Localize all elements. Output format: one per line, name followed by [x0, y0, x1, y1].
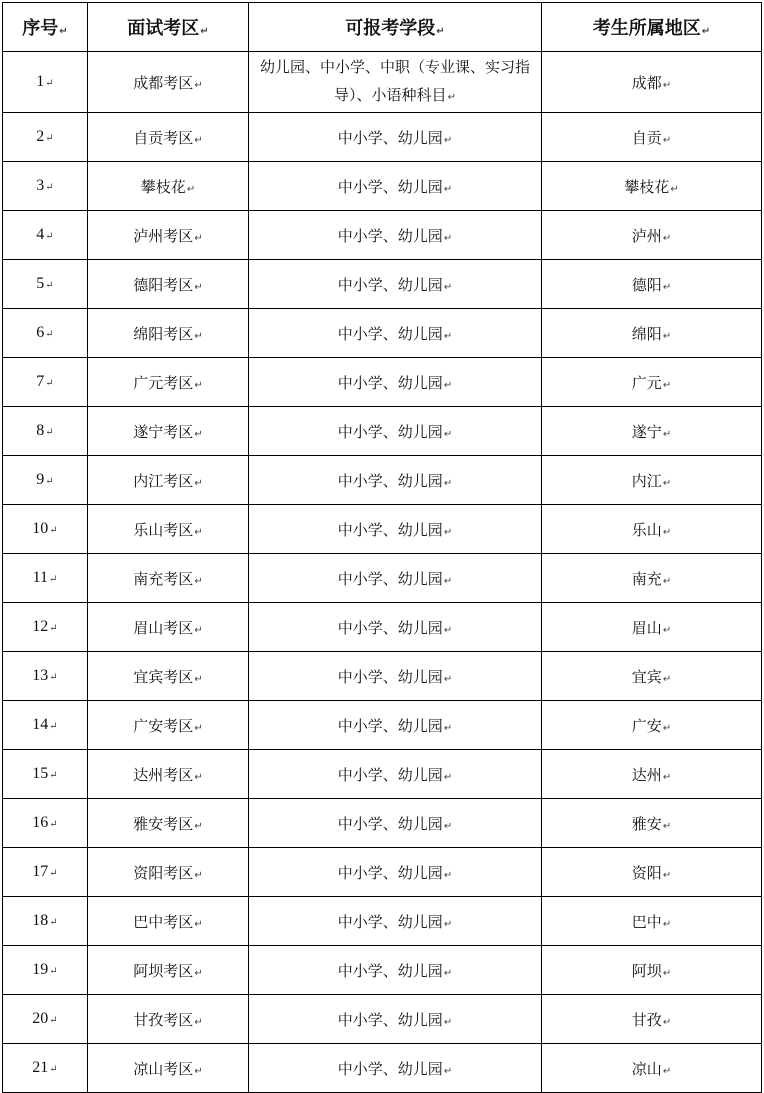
table-row: [3, 652, 762, 701]
cell-stage: 中小学、幼儿园↵: [249, 995, 542, 1044]
cell-region: 阿坝↵: [542, 946, 762, 995]
cell-stage-text: 中小学、幼儿园: [337, 1010, 443, 1029]
cell-no: 17↵: [3, 848, 88, 897]
cell-no: 2↵: [3, 113, 88, 162]
table-row: [3, 113, 762, 162]
cell-region: 达州↵: [542, 750, 762, 799]
cell-area: 凉山考区↵: [88, 1044, 249, 1093]
cell-stage-text: 中小学、幼儿园: [337, 618, 443, 637]
cell-area-text: 眉山考区: [133, 618, 194, 637]
cell-area-text: 泸州考区: [133, 226, 194, 245]
cell-no-text: 3: [36, 177, 45, 194]
cell-area: 泸州考区↵: [88, 211, 249, 260]
cell-no: 3↵: [3, 162, 88, 211]
cell-region-text: 成都: [631, 73, 662, 92]
cell-region: 雅安↵: [542, 799, 762, 848]
table-row: [3, 505, 762, 554]
cell-stage-text: 中小学、幼儿园: [337, 128, 443, 147]
cell-no: 20↵: [3, 995, 88, 1044]
cell-no: 12↵: [3, 603, 88, 652]
cell-area-text: 绵阳考区: [133, 324, 194, 343]
cell-region-text: 德阳: [631, 275, 662, 294]
cell-no-text: 13: [32, 667, 49, 684]
cell-stage-text: 中小学、幼儿园: [337, 471, 443, 490]
cell-region-text: 达州: [631, 765, 662, 784]
cell-area-text: 巴中考区: [133, 912, 194, 931]
cell-no: 14↵: [3, 701, 88, 750]
cell-area-text: 甘孜考区: [133, 1010, 194, 1029]
cell-stage: 中小学、幼儿园↵: [249, 456, 542, 505]
cell-area-text: 凉山考区: [133, 1059, 194, 1078]
cell-stage-text: 中小学、幼儿园: [337, 716, 443, 735]
cell-area: 阿坝考区↵: [88, 946, 249, 995]
header-area: 面试考区↵: [88, 3, 249, 52]
cell-no-text: 15: [32, 765, 49, 782]
cell-area: 达州考区↵: [88, 750, 249, 799]
cell-region-text: 南充: [631, 569, 662, 588]
cell-area: 雅安考区↵: [88, 799, 249, 848]
cell-area-text: 资阳考区: [133, 863, 194, 882]
table-row: [3, 799, 762, 848]
cell-stage-text: 中小学、幼儿园: [337, 422, 443, 441]
cell-area: 广安考区↵: [88, 701, 249, 750]
table-row: [3, 162, 762, 211]
cell-region: 德阳↵: [542, 260, 762, 309]
cell-region: 攀枝花↵: [542, 162, 762, 211]
cell-stage: 中小学、幼儿园↵: [249, 554, 542, 603]
cell-area: 巴中考区↵: [88, 897, 249, 946]
cell-area: 成都考区↵: [88, 52, 249, 113]
cell-region: 甘孜↵: [542, 995, 762, 1044]
table-row: [3, 897, 762, 946]
cell-no: 4↵: [3, 211, 88, 260]
cell-no-text: 9: [36, 471, 45, 488]
cell-region: 广安↵: [542, 701, 762, 750]
cell-no: 13↵: [3, 652, 88, 701]
cell-no: 19↵: [3, 946, 88, 995]
cell-area-text: 南充考区: [133, 569, 194, 588]
cell-stage-text: 中小学、幼儿园: [337, 863, 443, 882]
cell-no-text: 5: [36, 275, 45, 292]
cell-no-text: 12: [32, 618, 49, 635]
cell-stage-text: 中小学、幼儿园: [337, 275, 443, 294]
cell-stage-text: 中小学、幼儿园: [337, 520, 443, 539]
cell-stage-text: 中小学、幼儿园: [337, 765, 443, 784]
cell-region: 自贡↵: [542, 113, 762, 162]
cell-no: 8↵: [3, 407, 88, 456]
header-region: 考生所属地区↵: [542, 3, 762, 52]
cell-region: 泸州↵: [542, 211, 762, 260]
cell-stage-text: 幼儿园、中小学、中职（专业课、实习指导）、小语种科目: [259, 57, 530, 104]
cell-stage-text: 中小学、幼儿园: [337, 177, 443, 196]
cell-no: 10↵: [3, 505, 88, 554]
cell-region-text: 巴中: [631, 912, 662, 931]
cell-no: 9↵: [3, 456, 88, 505]
cell-area-text: 阿坝考区: [133, 961, 194, 980]
cell-stage-text: 中小学、幼儿园: [337, 814, 443, 833]
table-row: [3, 260, 762, 309]
cell-region-text: 雅安: [631, 814, 662, 833]
cell-stage: 中小学、幼儿园↵: [249, 260, 542, 309]
cell-stage: 中小学、幼儿园↵: [249, 603, 542, 652]
cell-no-text: 14: [32, 716, 49, 733]
table-row: [3, 456, 762, 505]
cell-no-text: 16: [32, 814, 49, 831]
cell-area-text: 德阳考区: [133, 275, 194, 294]
cell-area: 攀枝花↵: [88, 162, 249, 211]
table-row: [3, 848, 762, 897]
cell-no-text: 4: [36, 226, 45, 243]
cell-area-text: 广安考区: [133, 716, 194, 735]
cell-area: 绵阳考区↵: [88, 309, 249, 358]
cell-stage: 中小学、幼儿园↵: [249, 113, 542, 162]
cell-region-text: 眉山: [631, 618, 662, 637]
cell-area: 甘孜考区↵: [88, 995, 249, 1044]
cell-region: 内江↵: [542, 456, 762, 505]
cell-region: 眉山↵: [542, 603, 762, 652]
cell-region-text: 宜宾: [631, 667, 662, 686]
cell-region-text: 乐山: [631, 520, 662, 539]
cell-stage: 中小学、幼儿园↵: [249, 848, 542, 897]
cell-stage-text: 中小学、幼儿园: [337, 324, 443, 343]
cell-region: 乐山↵: [542, 505, 762, 554]
cell-no: 7↵: [3, 358, 88, 407]
cell-region: 广元↵: [542, 358, 762, 407]
cell-stage: 中小学、幼儿园↵: [249, 309, 542, 358]
cell-stage: 中小学、幼儿园↵: [249, 750, 542, 799]
cell-stage: 中小学、幼儿园↵: [249, 652, 542, 701]
cell-region-text: 攀枝花: [624, 177, 670, 196]
cell-area-text: 广元考区: [133, 373, 194, 392]
cell-area-text: 内江考区: [133, 471, 194, 490]
cell-no-text: 21: [32, 1059, 49, 1076]
table-row: [3, 407, 762, 456]
table-row: [3, 750, 762, 799]
table-row: [3, 554, 762, 603]
cell-region-text: 内江: [631, 471, 662, 490]
cell-stage: 中小学、幼儿园↵: [249, 701, 542, 750]
header-stage: 可报考学段↵: [249, 3, 542, 52]
cell-stage-text: 中小学、幼儿园: [337, 961, 443, 980]
cell-stage-text: 中小学、幼儿园: [337, 226, 443, 245]
cell-region-text: 绵阳: [631, 324, 662, 343]
cell-no-text: 6: [36, 324, 45, 341]
cell-area-text: 达州考区: [133, 765, 194, 784]
table-row: [3, 52, 762, 113]
cell-no-text: 10: [32, 520, 49, 537]
cell-stage: 中小学、幼儿园↵: [249, 211, 542, 260]
cell-no: 5↵: [3, 260, 88, 309]
cell-area: 广元考区↵: [88, 358, 249, 407]
cell-area: 南充考区↵: [88, 554, 249, 603]
exam-area-table: [2, 2, 762, 1093]
cell-area-text: 自贡考区: [133, 128, 194, 147]
cell-stage-text: 中小学、幼儿园: [337, 373, 443, 392]
header-row: [3, 3, 762, 52]
cell-no: 21↵: [3, 1044, 88, 1093]
cell-no-text: 1: [36, 73, 45, 90]
cell-no-text: 18: [32, 912, 49, 929]
cell-no: 15↵: [3, 750, 88, 799]
cell-stage: 中小学、幼儿园↵: [249, 505, 542, 554]
cell-region-text: 凉山: [631, 1059, 662, 1078]
cell-no: 11↵: [3, 554, 88, 603]
cell-stage: 中小学、幼儿园↵: [249, 1044, 542, 1093]
table-row: [3, 309, 762, 358]
table-row: [3, 1044, 762, 1093]
cell-stage: 中小学、幼儿园↵: [249, 407, 542, 456]
cell-stage-text: 中小学、幼儿园: [337, 667, 443, 686]
table-row: [3, 995, 762, 1044]
cell-area: 资阳考区↵: [88, 848, 249, 897]
cell-area: 内江考区↵: [88, 456, 249, 505]
cell-stage: 中小学、幼儿园↵: [249, 799, 542, 848]
header-no: 序号↵: [3, 3, 88, 52]
table-body: [3, 52, 762, 1093]
cell-area: 遂宁考区↵: [88, 407, 249, 456]
cell-stage: 中小学、幼儿园↵: [249, 897, 542, 946]
cell-stage: 中小学、幼儿园↵: [249, 946, 542, 995]
cell-region: 凉山↵: [542, 1044, 762, 1093]
cell-no-text: 2: [36, 128, 45, 145]
cell-no-text: 20: [32, 1010, 49, 1027]
cell-area-text: 成都考区: [133, 73, 194, 92]
cell-region-text: 广安: [631, 716, 662, 735]
cell-region: 资阳↵: [542, 848, 762, 897]
table-row: [3, 603, 762, 652]
cell-region: 成都↵: [542, 52, 762, 113]
cell-area-text: 乐山考区: [133, 520, 194, 539]
cell-area: 眉山考区↵: [88, 603, 249, 652]
cell-no: 16↵: [3, 799, 88, 848]
cell-stage: 中小学、幼儿园↵: [249, 358, 542, 407]
cell-area: 宜宾考区↵: [88, 652, 249, 701]
cell-area-text: 雅安考区: [133, 814, 194, 833]
cell-region: 绵阳↵: [542, 309, 762, 358]
table-row: [3, 946, 762, 995]
cell-no-text: 7: [36, 373, 45, 390]
cell-region-text: 泸州: [631, 226, 662, 245]
cell-region-text: 甘孜: [631, 1010, 662, 1029]
cell-area: 自贡考区↵: [88, 113, 249, 162]
cell-region-text: 自贡: [631, 128, 662, 147]
cell-no: 6↵: [3, 309, 88, 358]
cell-area-text: 遂宁考区: [133, 422, 194, 441]
cell-stage: 幼儿园、中小学、中职（专业课、实习指导）、小语种科目↵: [249, 52, 542, 113]
cell-region: 南充↵: [542, 554, 762, 603]
cell-no-text: 8: [36, 422, 45, 439]
cell-stage-text: 中小学、幼儿园: [337, 912, 443, 931]
cell-area: 德阳考区↵: [88, 260, 249, 309]
cell-area-text: 攀枝花: [140, 177, 186, 196]
cell-no-text: 17: [32, 863, 49, 880]
cell-no-text: 11: [32, 569, 48, 586]
cell-no-text: 19: [32, 961, 49, 978]
table-row: [3, 701, 762, 750]
table-row: [3, 358, 762, 407]
cell-region-text: 遂宁: [631, 422, 662, 441]
cell-no: 18↵: [3, 897, 88, 946]
cell-stage-text: 中小学、幼儿园: [337, 569, 443, 588]
cell-region-text: 阿坝: [631, 961, 662, 980]
table-row: [3, 211, 762, 260]
cell-region-text: 广元: [631, 373, 662, 392]
cell-stage-text: 中小学、幼儿园: [337, 1059, 443, 1078]
cell-region: 宜宾↵: [542, 652, 762, 701]
cell-region: 巴中↵: [542, 897, 762, 946]
cell-region: 遂宁↵: [542, 407, 762, 456]
cell-stage: 中小学、幼儿园↵: [249, 162, 542, 211]
cell-area-text: 宜宾考区: [133, 667, 194, 686]
cell-no: 1↵: [3, 52, 88, 113]
cell-region-text: 资阳: [631, 863, 662, 882]
cell-area: 乐山考区↵: [88, 505, 249, 554]
